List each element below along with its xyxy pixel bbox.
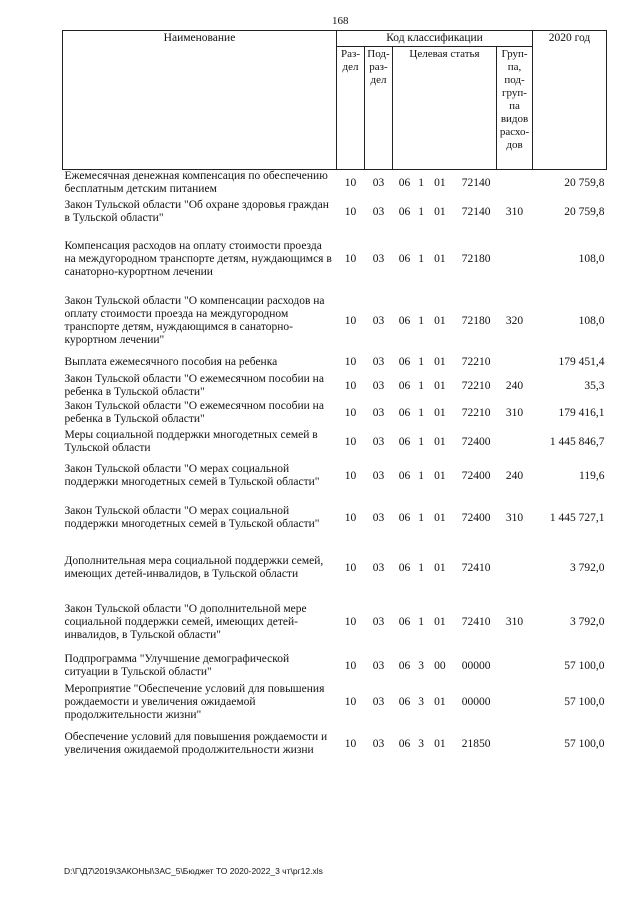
row-name: Обеспечение условий для повышения рождаемости и увеличения ожидаемой продолжительности жизни [64, 731, 328, 756]
row-target-article [393, 372, 497, 400]
row-razdel: 10 [344, 511, 357, 524]
target-article-part: 06 [398, 355, 411, 368]
row-name: Компенсация расходов на оплату стоимости проезда на междугородном транспорте детям, нуждающимся в санаторно-курортном лечении [64, 239, 332, 278]
budget-table [62, 30, 607, 766]
row-amount: 57 100,0 [564, 659, 605, 672]
row-razdel: 10 [344, 435, 357, 448]
row-razdel: 10 [344, 355, 357, 368]
row-podrazdel: 03 [372, 695, 385, 708]
row-amount: 35,3 [584, 379, 605, 392]
target-article-part: 01 [434, 435, 446, 448]
header-name: Наименование [63, 31, 337, 170]
row-group: 320 [505, 314, 524, 327]
target-article-part: 1 [418, 406, 425, 419]
target-article-part: 06 [398, 469, 411, 482]
target-article-part: 01 [434, 314, 446, 327]
target-article-part: 06 [398, 561, 411, 574]
target-article-part: 72210 [461, 406, 491, 419]
target-article-part: 72410 [461, 615, 491, 628]
row-target-article [393, 650, 497, 682]
row-podrazdel: 03 [372, 252, 385, 265]
row-amount: 108,0 [578, 314, 605, 327]
header-podrazdel: Под- раз- дел [365, 47, 393, 170]
row-target-article [393, 594, 497, 650]
target-article-part: 01 [434, 615, 446, 628]
row-target-article [393, 494, 497, 542]
row-group [497, 352, 533, 372]
target-article-part: 01 [434, 176, 446, 189]
row-target-article [393, 400, 497, 426]
row-razdel: 10 [344, 561, 357, 574]
row-amount: 20 759,8 [564, 205, 605, 218]
row-razdel: 10 [344, 379, 357, 392]
target-article-part: 00000 [461, 659, 491, 672]
row-target-article [393, 722, 497, 766]
row-target-article [393, 196, 497, 228]
target-article-part: 72400 [461, 469, 491, 482]
row-podrazdel: 03 [372, 379, 385, 392]
target-article-part: 21850 [461, 737, 491, 750]
row-podrazdel: 03 [372, 737, 385, 750]
row-razdel: 10 [344, 469, 357, 482]
table-row [63, 228, 607, 290]
target-article-part: 00 [434, 659, 446, 672]
target-article-part: 1 [418, 379, 425, 392]
row-group: 310 [505, 205, 524, 218]
row-podrazdel: 03 [372, 659, 385, 672]
row-podrazdel: 03 [372, 435, 385, 448]
target-article-part: 06 [398, 176, 411, 189]
row-razdel: 10 [344, 615, 357, 628]
target-article-part: 06 [398, 615, 411, 628]
row-group [497, 426, 533, 458]
target-article-part: 1 [418, 615, 425, 628]
row-name: Дополнительная мера социальной поддержки семей, имеющих детей-инвалидов, в Тульской области [64, 555, 324, 580]
table-row [63, 352, 607, 372]
target-article-part: 3 [418, 695, 425, 708]
row-group: 310 [505, 406, 524, 419]
target-article-part: 01 [434, 737, 446, 750]
header-target: Целевая статья [393, 47, 497, 170]
row-name: Меры социальной поддержки многодетных семей в Тульской области [64, 429, 318, 454]
row-razdel: 10 [344, 406, 357, 419]
target-article-part: 72210 [461, 379, 491, 392]
row-podrazdel: 03 [372, 176, 385, 189]
row-amount: 179 416,1 [558, 406, 605, 419]
row-razdel: 10 [344, 205, 357, 218]
row-name: Мероприятие "Обеспечение условий для повышения рождаемости и увеличения ожидаемой продолжительности жизни" [64, 682, 325, 721]
target-article-part: 01 [434, 511, 446, 524]
target-article-part: 3 [418, 737, 425, 750]
row-group [497, 228, 533, 290]
target-article-part: 72400 [461, 435, 491, 448]
row-name: Закон Тульской области "О мерах социальной поддержки многодетных семей в Тульской области" [64, 463, 320, 488]
target-article-part: 01 [434, 355, 446, 368]
row-amount: 57 100,0 [564, 695, 605, 708]
target-article-part: 06 [398, 695, 411, 708]
row-amount: 1 445 846,7 [549, 435, 605, 448]
target-article-part: 01 [434, 406, 446, 419]
row-target-article [393, 426, 497, 458]
row-razdel: 10 [344, 659, 357, 672]
row-name: Подпрограмма "Улучшение демографической ситуации в Тульской области" [64, 653, 290, 678]
header-classification: Код классификации [337, 31, 533, 47]
table-row [63, 458, 607, 494]
row-amount: 108,0 [578, 252, 605, 265]
row-amount: 20 759,8 [564, 176, 605, 189]
target-article-part: 06 [398, 435, 411, 448]
row-name: Закон Тульской области "О мерах социальной поддержки многодетных семей в Тульской области" [64, 505, 320, 530]
header-razdel: Раз- дел [337, 47, 365, 170]
target-article-part: 72140 [461, 205, 491, 218]
target-article-part: 06 [398, 314, 411, 327]
row-amount: 3 792,0 [570, 561, 605, 574]
row-amount: 3 792,0 [570, 615, 605, 628]
row-group [497, 542, 533, 594]
row-razdel: 10 [344, 695, 357, 708]
target-article-part: 06 [398, 205, 411, 218]
row-podrazdel: 03 [372, 205, 385, 218]
row-razdel: 10 [344, 737, 357, 750]
target-article-part: 01 [434, 205, 446, 218]
target-article-part: 1 [418, 561, 425, 574]
row-target-article [393, 682, 497, 722]
target-article-part: 1 [418, 252, 425, 265]
row-razdel: 10 [344, 176, 357, 189]
target-article-part: 1 [418, 176, 425, 189]
target-article-part: 06 [398, 737, 411, 750]
target-article-part: 1 [418, 435, 425, 448]
row-name: Закон Тульской области "Об охране здоровья граждан в Тульской области" [64, 199, 329, 224]
row-podrazdel: 03 [372, 355, 385, 368]
row-name: Выплата ежемесячного пособия на ребенка [64, 355, 278, 368]
table-body [63, 170, 607, 767]
row-name: Закон Тульской области "О ежемесячном пособии на ребенка в Тульской области" [64, 400, 324, 425]
row-podrazdel: 03 [372, 469, 385, 482]
row-target-article [393, 228, 497, 290]
target-article-part: 01 [434, 561, 446, 574]
table-row [63, 722, 607, 766]
row-razdel: 10 [344, 314, 357, 327]
row-group: 310 [505, 615, 524, 628]
table-row [63, 494, 607, 542]
target-article-part: 72410 [461, 561, 491, 574]
row-amount: 119,6 [579, 469, 605, 482]
target-article-part: 72140 [461, 176, 491, 189]
row-group: 310 [505, 511, 524, 524]
row-name: Закон Тульской области "О дополнительной мере социальной поддержки семей, имеющих детей-инвалидов, в Тульской области" [64, 602, 307, 641]
row-group [497, 682, 533, 722]
target-article-part: 06 [398, 511, 411, 524]
target-article-part: 06 [398, 379, 411, 392]
table-row [63, 400, 607, 426]
target-article-part: 1 [418, 314, 425, 327]
row-group: 240 [505, 379, 524, 392]
row-podrazdel: 03 [372, 511, 385, 524]
table-row [63, 170, 607, 197]
row-podrazdel: 03 [372, 314, 385, 327]
target-article-part: 1 [418, 205, 425, 218]
target-article-part: 72180 [461, 314, 491, 327]
row-podrazdel: 03 [372, 561, 385, 574]
table-row [63, 594, 607, 650]
row-name: Закон Тульской области "О компенсации расходов на оплату стоимости проезда на междугородном транспорте детям, нуждающимся в санаторно-курортном лечении" [64, 295, 325, 346]
target-article-part: 1 [418, 469, 425, 482]
table-row [63, 290, 607, 352]
target-article-part: 06 [398, 406, 411, 419]
row-target-article [393, 458, 497, 494]
row-target-article [393, 290, 497, 352]
target-article-part: 01 [434, 252, 446, 265]
table-row [63, 542, 607, 594]
table-row [63, 650, 607, 682]
file-path-footer: D:\Г\Д7\2019\ЗАКОНЫ\ЗАС_5\Бюджет ТО 2020-2022_3 чт\рг12.xls [64, 866, 323, 876]
row-name: Ежемесячная денежная компенсация по обеспечению бесплатным детским питанием [64, 170, 328, 195]
header-group: Груп- па, под- груп- па видов расхо- дов [497, 47, 533, 170]
row-group [497, 722, 533, 766]
row-target-article [393, 352, 497, 372]
table-row [63, 196, 607, 228]
target-article-part: 1 [418, 355, 425, 368]
target-article-part: 72400 [461, 511, 491, 524]
target-article-part: 3 [418, 659, 425, 672]
row-amount: 1 445 727,1 [549, 511, 605, 524]
table-row [63, 372, 607, 400]
target-article-part: 01 [434, 469, 446, 482]
target-article-part: 01 [434, 379, 446, 392]
row-group [497, 170, 533, 197]
target-article-part: 06 [398, 252, 411, 265]
table-row [63, 426, 607, 458]
row-podrazdel: 03 [372, 406, 385, 419]
target-article-part: 00000 [461, 695, 491, 708]
row-podrazdel: 03 [372, 615, 385, 628]
row-name: Закон Тульской области "О ежемесячном пособии на ребенка в Тульской области" [64, 373, 324, 398]
row-amount: 179 451,4 [558, 355, 605, 368]
table-row [63, 682, 607, 722]
row-target-article [393, 542, 497, 594]
row-group: 240 [505, 469, 524, 482]
row-target-article [393, 170, 497, 197]
target-article-part: 72210 [461, 355, 491, 368]
target-article-part: 72180 [461, 252, 491, 265]
target-article-part: 06 [398, 659, 411, 672]
header-year: 2020 год [533, 31, 607, 170]
target-article-part: 1 [418, 511, 425, 524]
page-number: 168 [332, 15, 349, 27]
target-article-part: 01 [434, 695, 446, 708]
row-razdel: 10 [344, 252, 357, 265]
row-amount: 57 100,0 [564, 737, 605, 750]
row-group [497, 650, 533, 682]
